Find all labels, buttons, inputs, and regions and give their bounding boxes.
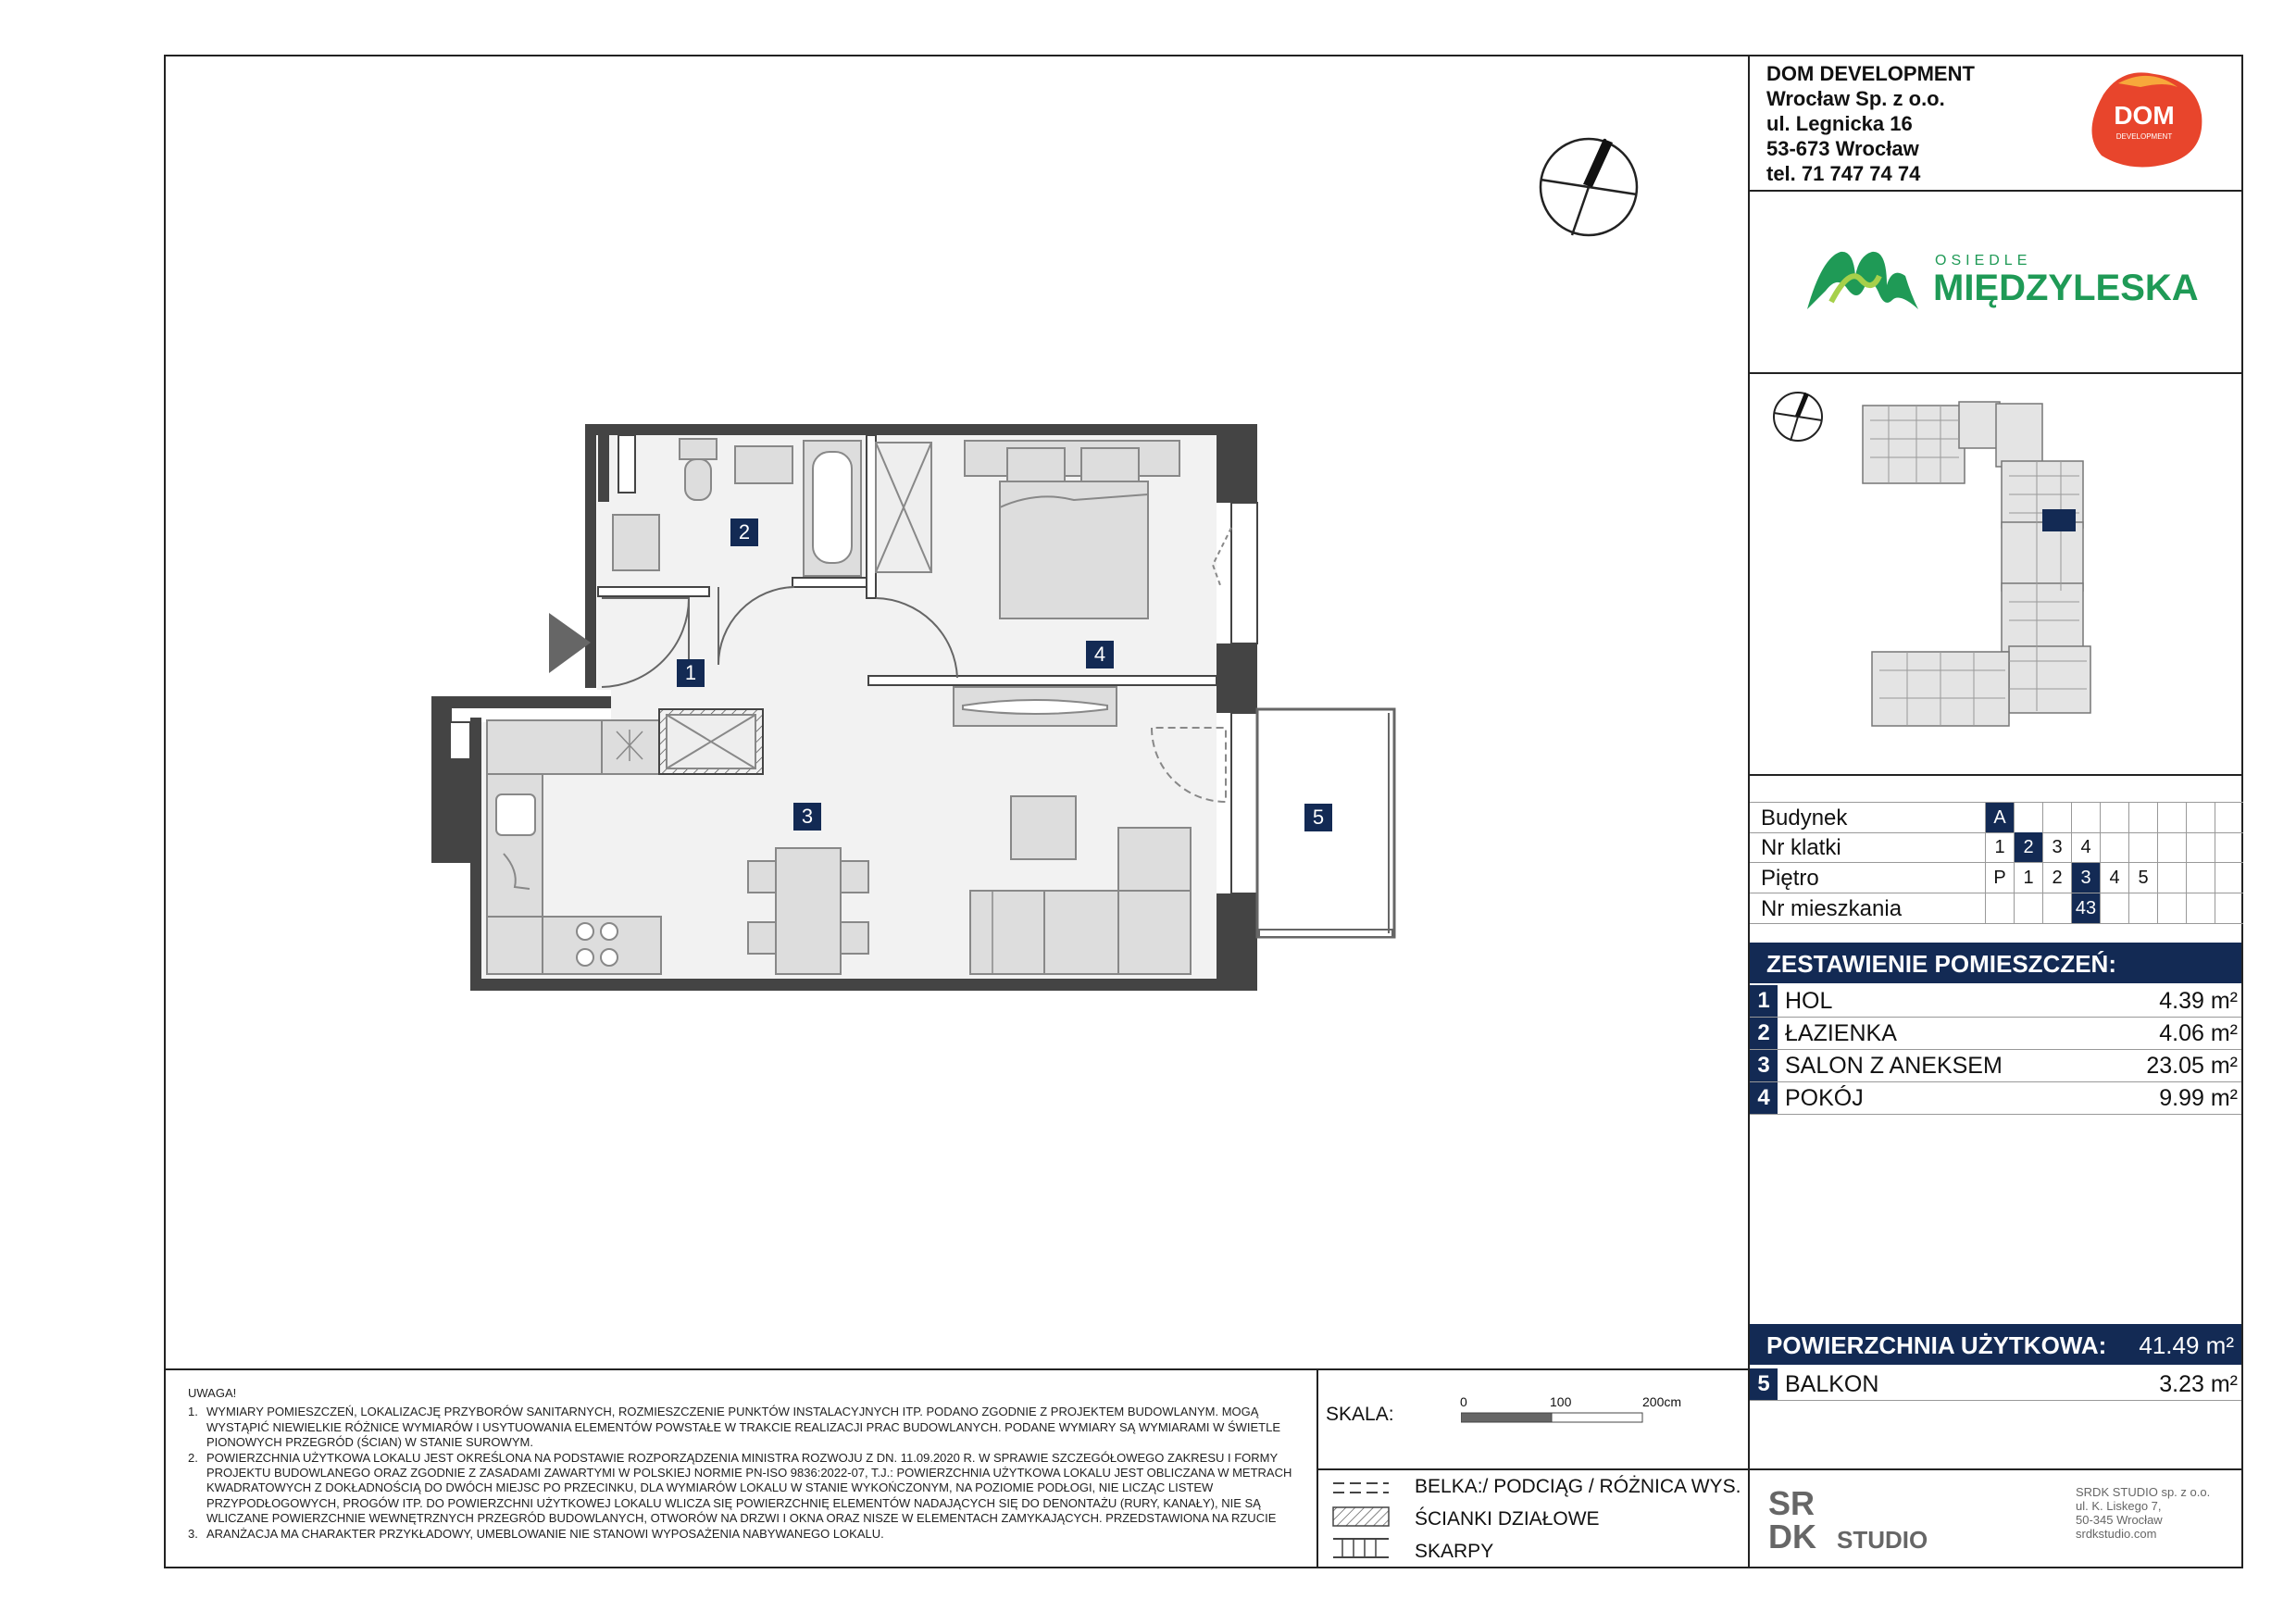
row-klatka: Nr klatki 1 2 3 4 bbox=[1750, 832, 2243, 863]
grid-cell bbox=[2157, 893, 2186, 923]
klatka-4[interactable]: 4 bbox=[2071, 832, 2100, 862]
company-info bbox=[1766, 61, 1975, 186]
company-line: 53-673 Wrocław bbox=[1766, 137, 1919, 160]
osiedle-miedzyleska-logo bbox=[1803, 239, 2211, 322]
balcony-row: 5 BALKON 3.23 m² bbox=[1750, 1368, 2241, 1401]
mieszkanie-43[interactable]: 43 bbox=[2071, 893, 2100, 923]
room-row: 2 ŁAZIENKA 4.06 m² bbox=[1750, 1018, 2241, 1050]
grid-cell bbox=[2014, 803, 2042, 832]
key-plan bbox=[1759, 383, 2148, 744]
grid-cell bbox=[2215, 893, 2243, 923]
divider bbox=[1316, 1468, 2243, 1470]
legend-scianki: ŚCIANKI DZIAŁOWE bbox=[1415, 1508, 1600, 1530]
grid-cell bbox=[2042, 803, 2071, 832]
grid-cell bbox=[2186, 832, 2215, 862]
grid-cell bbox=[2014, 893, 2042, 923]
pietro-5[interactable]: 5 bbox=[2128, 863, 2157, 893]
scale-bar bbox=[1461, 1411, 1646, 1424]
company-line: DOM DEVELOPMENT bbox=[1766, 62, 1975, 85]
svg-text:STUDIO: STUDIO bbox=[1837, 1526, 1928, 1552]
keyplan-compass bbox=[1774, 393, 1822, 441]
row-budynek: Budynek A bbox=[1750, 802, 2243, 833]
rooms-header: ZESTAWIENIE POMIESZCZEŃ: bbox=[1750, 943, 2241, 983]
divider bbox=[1750, 372, 2243, 374]
grid-cell bbox=[2157, 832, 2186, 862]
usable-area-bar bbox=[1750, 1324, 2241, 1365]
divider bbox=[1750, 774, 2243, 776]
legend-symbols bbox=[1329, 1478, 1394, 1561]
grid-cell bbox=[2157, 803, 2186, 832]
scale-tick: 200cm bbox=[1642, 1394, 1682, 1409]
svg-text:DK: DK bbox=[1768, 1518, 1816, 1552]
room-row: 4 POKÓJ 9.99 m² bbox=[1750, 1082, 2241, 1115]
svg-text:MIĘDZYLESKA: MIĘDZYLESKA bbox=[1933, 268, 2199, 308]
company-line: tel. 71 747 74 74 bbox=[1766, 162, 1921, 185]
company-line: ul. Legnicka 16 bbox=[1766, 112, 1913, 135]
usable-area-value: 41.49 m² bbox=[2139, 1331, 2234, 1359]
scale-label: SKALA: bbox=[1326, 1404, 1394, 1425]
svg-text:OSIEDLE: OSIEDLE bbox=[1935, 253, 2032, 269]
plan-label-5: 5 bbox=[1304, 804, 1332, 831]
legend-belka: BELKA:/ PODCIĄG / RÓŻNICA WYS. bbox=[1415, 1476, 1741, 1497]
scale-tick: 0 bbox=[1460, 1394, 1467, 1409]
grid-cell bbox=[2215, 803, 2243, 832]
grid-cell bbox=[2042, 893, 2071, 923]
budynek-A[interactable]: A bbox=[1985, 803, 2014, 832]
pietro-4[interactable]: 4 bbox=[2100, 863, 2128, 893]
grid-cell bbox=[2157, 863, 2186, 893]
room-row: 3 SALON Z ANEKSEM 23.05 m² bbox=[1750, 1050, 2241, 1082]
srdk-studio-logo bbox=[1766, 1485, 1952, 1552]
notes-title: UWAGA! bbox=[188, 1386, 237, 1400]
usable-area-label: POWIERZCHNIA UŻYTKOWA: bbox=[1766, 1331, 2107, 1359]
grid-cell bbox=[1985, 893, 2014, 923]
room-row: 1 HOL 4.39 m² bbox=[1750, 985, 2241, 1018]
divider bbox=[1750, 190, 2243, 192]
row-mieszkanie: Nr mieszkania 43 bbox=[1750, 893, 2243, 924]
svg-text:DEVELOPMENT: DEVELOPMENT bbox=[2115, 132, 2173, 141]
klatka-2[interactable]: 2 bbox=[2014, 832, 2042, 862]
keyplan-selected-unit bbox=[2042, 509, 2076, 531]
grid-cell bbox=[2128, 832, 2157, 862]
note-item: 1. WYMIARY POMIESZCZEŃ, LOKALIZACJĘ PRZYBORÓW SANITARNYCH, ROZMIESZCZENIE PUNKTÓW INSTALACYJNYCH ITP. PODANO ZGODNIE Z PROJEKTEM BUDOWLANYM. MOGĄ WYSTĄPIĆ NIEWIELKIE RÓŻNICE WYMIARÓW I USYTUOWANIA ELEMENTÓW POWSTAŁE W TRAKCIE REALIZACJI PRAC BUDOWLANYCH. PODANE WYMIARY SĄ WYMIARAMI W ŚWIETLE PIONOWYCH PRZEGRÓD (ŚCIAN) W STANIE SUROWYM. bbox=[188, 1405, 1281, 1450]
plan-label-4: 4 bbox=[1086, 641, 1114, 668]
svg-text:DOM: DOM bbox=[2114, 101, 2175, 130]
grid-cell bbox=[2215, 863, 2243, 893]
pietro-P[interactable]: P bbox=[1985, 863, 2014, 893]
klatka-1[interactable]: 1 bbox=[1985, 832, 2014, 862]
scale-tick: 100 bbox=[1550, 1394, 1572, 1409]
grid-cell bbox=[2128, 803, 2157, 832]
note-item: 3. ARANŻACJA MA CHARAKTER PRZYKŁADOWY, UMEBLOWANIE NIE STANOWI WYPOSAŻENIA NABYWANEGO LOKALU. bbox=[188, 1526, 884, 1541]
grid-cell bbox=[2100, 893, 2128, 923]
note-item: 2. POWIERZCHNIA UŻYTKOWA LOKALU JEST OKREŚLONA NA PODSTAWIE ROZPORZĄDZENIA MINISTRA ROZWOJU Z DN. 11.09.2020 R. W SPRAWIE SZCZEGÓŁOWEGO ZAKRESU I FORMY PROJEKTU BUDOWLANEGO ORAZ ZGODNIE Z ZASADAMI ZAWARTYMI W POLSKIEJ NORMIE PN-ISO 9836:2022-07, T.J.: POWIERZCHNIA UŻYTKOWA LOKALU JEST OBLICZANA W METRACH KWADRATOWYCH Z DOKŁADNOŚCIĄ DO DWÓCH MIEJSC PO PRZECINKU, DLA WYMIARÓW LOKALU W STANIE WYKOŃCZONYM, NA POZIOMIE PODŁOGI, NIE LICZĄC LISTEW PRZYPODŁOGOWYCH, PROGÓW ITP. DO POWIERZCHNI UŻYTKOWEJ LOKALU WLICZA SIĘ POWIERZCHNIĘ ELEMENTÓW NADAJĄCYCH SIĘ DO DENONTAŻU (RURY, KANAŁY), NIE SĄ WLICZANE POWIERZCHNIE WEWNĘTRZNYCH PRZEGRÓD BUDOWLANYCH, OTWORÓW NA DRZWI I OKNA ORAZ NISZE W ELEMENTACH ZAMYKAJĄCYCH. PRZEDSTAWIONA NA RZUCIE bbox=[188, 1450, 1292, 1526]
grid-cell bbox=[2186, 803, 2215, 832]
plan-label-1: 1 bbox=[677, 659, 705, 687]
grid-cell bbox=[2128, 893, 2157, 923]
legend-skarpy: SKARPY bbox=[1415, 1541, 1494, 1562]
svg-text:SR: SR bbox=[1768, 1485, 1816, 1522]
grid-cell bbox=[2186, 863, 2215, 893]
company-line: Wrocław Sp. z o.o. bbox=[1766, 87, 1945, 110]
grid-cell bbox=[2215, 832, 2243, 862]
pietro-3[interactable]: 3 bbox=[2071, 863, 2100, 893]
grid-cell bbox=[2100, 832, 2128, 862]
dom-development-logo bbox=[2085, 67, 2205, 170]
divider bbox=[164, 1368, 1750, 1370]
pietro-1[interactable]: 1 bbox=[2014, 863, 2042, 893]
compass bbox=[1541, 139, 1637, 235]
notes bbox=[188, 1386, 1308, 1542]
pietro-2[interactable]: 2 bbox=[2042, 863, 2071, 893]
grid-cell bbox=[2186, 893, 2215, 923]
row-pietro: Piętro P 1 2 3 4 5 bbox=[1750, 863, 2243, 893]
plan-label-3: 3 bbox=[793, 803, 821, 831]
studio-address: SRDK STUDIO sp. z o.o. ul. K. Liskego 7, 50-345 Wrocław srdkstudio.com bbox=[2076, 1485, 2211, 1541]
grid-cell bbox=[2071, 803, 2100, 832]
klatka-3[interactable]: 3 bbox=[2042, 832, 2071, 862]
plan-label-2: 2 bbox=[730, 518, 758, 546]
grid-cell bbox=[2100, 803, 2128, 832]
